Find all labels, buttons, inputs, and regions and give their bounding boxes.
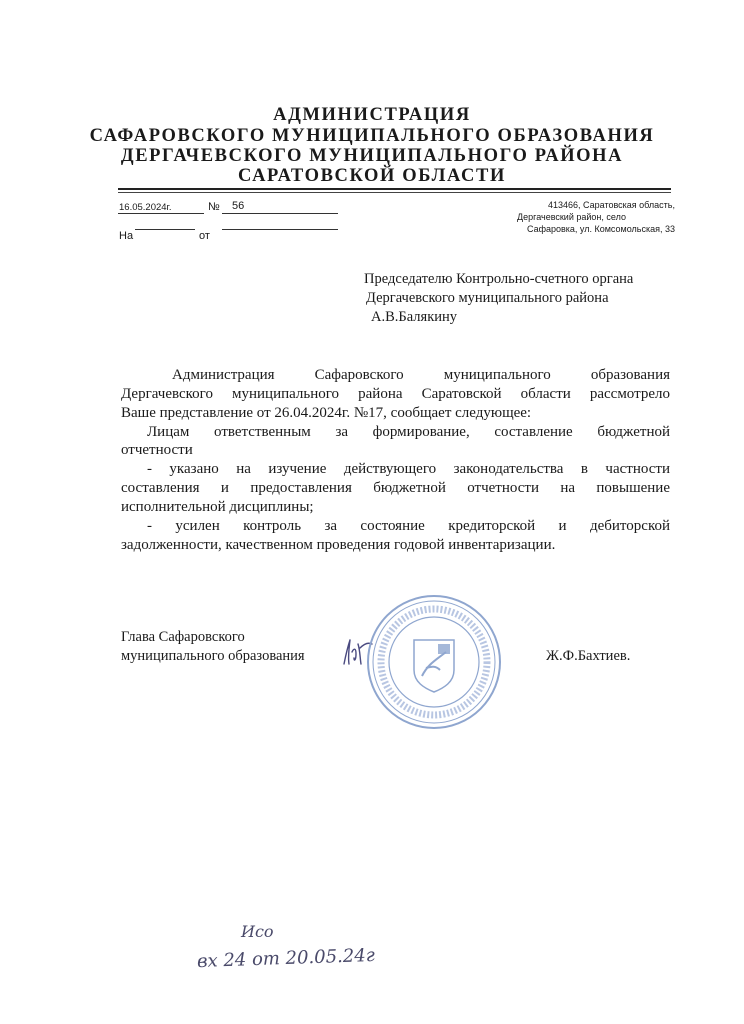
org-title-line-2: САФАРОВСКОГО МУНИЦИПАЛЬНОГО ОБРАЗОВАНИЯ — [89, 126, 655, 146]
recipient-line-1: Председателю Контрольно-счетного органа — [364, 271, 634, 287]
doc-number: 56 — [232, 200, 245, 212]
body-line-2: Дергачевского муниципального района Саратовской области рассмотрело — [121, 386, 670, 402]
ref-label: На — [119, 230, 134, 242]
ref-underline — [135, 229, 195, 230]
org-title-line-4: САРАТОВСКОЙ ОБЛАСТИ — [238, 166, 506, 186]
address-line-2: Дергачевский район, село — [517, 212, 626, 222]
body-line-5: отчетности — [121, 442, 193, 458]
signatory-title-line-2: муниципального образования — [121, 648, 305, 664]
address-line-1: 413466, Саратовская область, — [548, 200, 675, 210]
doc-number-label: № — [208, 201, 220, 213]
recipient-line-2: Дергачевского муниципального района — [366, 290, 609, 306]
body-line-8: исполнительной дисциплины; — [121, 499, 314, 515]
org-title-line-3: ДЕРГАЧЕВСКОГО МУНИЦИПАЛЬНОГО РАЙОНА — [120, 146, 624, 166]
signatory-title-line-1: Глава Сафаровского — [121, 629, 245, 645]
body-line-7: составления и предоставления бюджетной отчетности на повышение — [121, 480, 670, 496]
from-label: от — [199, 230, 210, 242]
recipient-line-3: А.В.Балякину — [371, 309, 458, 325]
body-line-4: Лицам ответственным за формирование, составление бюджетной — [147, 424, 670, 440]
signatory-name: Ж.Ф.Бахтиев. — [546, 648, 631, 664]
body-line-9: - усилен контроль за состояние кредиторской и дебиторской — [147, 518, 670, 534]
official-seal — [366, 594, 502, 730]
org-address — [505, 199, 675, 235]
body-line-1: Администрация Сафаровского муниципального образования — [172, 367, 670, 383]
date-underline — [118, 213, 204, 214]
header-rule-thick — [118, 188, 671, 190]
from-underline — [222, 229, 338, 230]
handwritten-note-1: Исо — [241, 922, 274, 941]
org-title-line-1: АДМИНИСТРАЦИЯ — [273, 105, 471, 125]
number-underline — [222, 213, 338, 214]
body-line-3: Ваше представление от 26.04.2024г. №17, сообщает следующее: — [121, 405, 532, 421]
body-line-6: - указано на изучение действующего законодательства в частности — [147, 461, 670, 477]
handwritten-note-2: вх 24 от 20.05.24г — [196, 944, 376, 973]
doc-date: 16.05.2024г. — [119, 202, 172, 213]
body-line-10: задолженности, качественном проведения годовой инвентаризации. — [121, 537, 556, 553]
header-rule-thin — [118, 192, 671, 193]
address-line-3: Сафаровка, ул. Комсомольская, 33 — [526, 224, 675, 234]
